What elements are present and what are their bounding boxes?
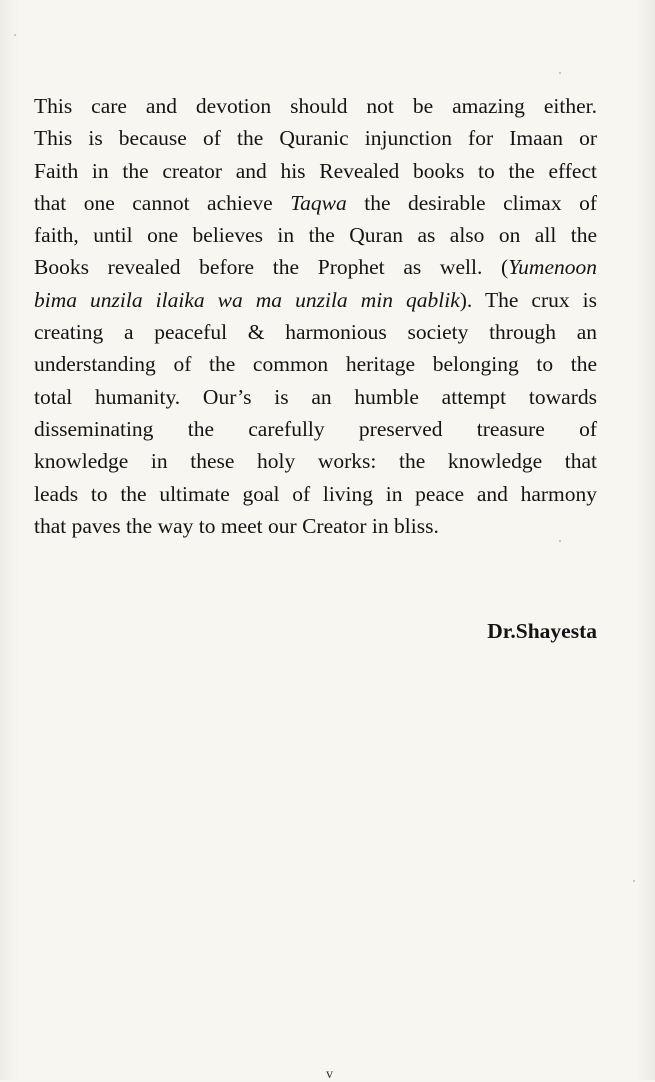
text-line: [34, 155, 597, 187]
page-number: v: [326, 1067, 333, 1082]
text-run: that one cannot achieve: [34, 190, 291, 215]
paper-speck: [633, 880, 635, 882]
text-run: knowledge in these holy works: the knowledge that: [34, 449, 597, 474]
text-line: [34, 251, 597, 283]
italic-phrase: Yumenoon: [508, 255, 597, 280]
text-line: [34, 413, 597, 445]
paper-speck: [559, 72, 561, 74]
text-run: the desirable climax of: [346, 190, 597, 215]
text-run: that paves the way to meet our Creator in bliss.: [34, 513, 439, 538]
italic-phrase: bima unzila ilaika wa ma unzila min qablik: [34, 287, 460, 312]
paper-speck: [14, 34, 16, 36]
text-run: total humanity. Our’s is an humble attempt towards: [34, 384, 597, 409]
text-run: This care and devotion should not be amazing either.: [34, 94, 597, 118]
text-line: [34, 316, 597, 348]
text-run: This is because of the Quranic injunction for Imaan or: [34, 126, 597, 151]
text-run: leads to the ultimate goal of living in peace and harmony: [34, 481, 597, 506]
text-run: ). The crux is: [459, 287, 597, 312]
text-line: [34, 219, 597, 251]
text-run: understanding of the common heritage belonging to the: [34, 352, 597, 377]
text-line: [34, 381, 597, 413]
text-line: [34, 478, 597, 510]
author-signature: Dr.Shayesta: [487, 619, 597, 643]
text-line: [34, 122, 597, 154]
text-line: [34, 348, 597, 380]
text-line: [34, 510, 597, 542]
text-line: [34, 90, 597, 122]
italic-phrase: Taqwa: [290, 190, 347, 215]
text-run: Books revealed before the Prophet as well. (: [34, 255, 509, 280]
text-run: disseminating the carefully preserved treasure of: [34, 416, 597, 441]
text-line: [34, 284, 597, 316]
text-run: faith, until one believes in the Quran as also on all the: [34, 223, 597, 248]
body-paragraph: [34, 90, 597, 542]
paper-speck: [559, 540, 561, 542]
text-run: Faith in the creator and his Revealed books to the effect: [34, 158, 597, 183]
text-line: [34, 445, 597, 477]
text-run: creating a peaceful & harmonious society through an: [34, 320, 597, 345]
text-line: [34, 187, 597, 219]
